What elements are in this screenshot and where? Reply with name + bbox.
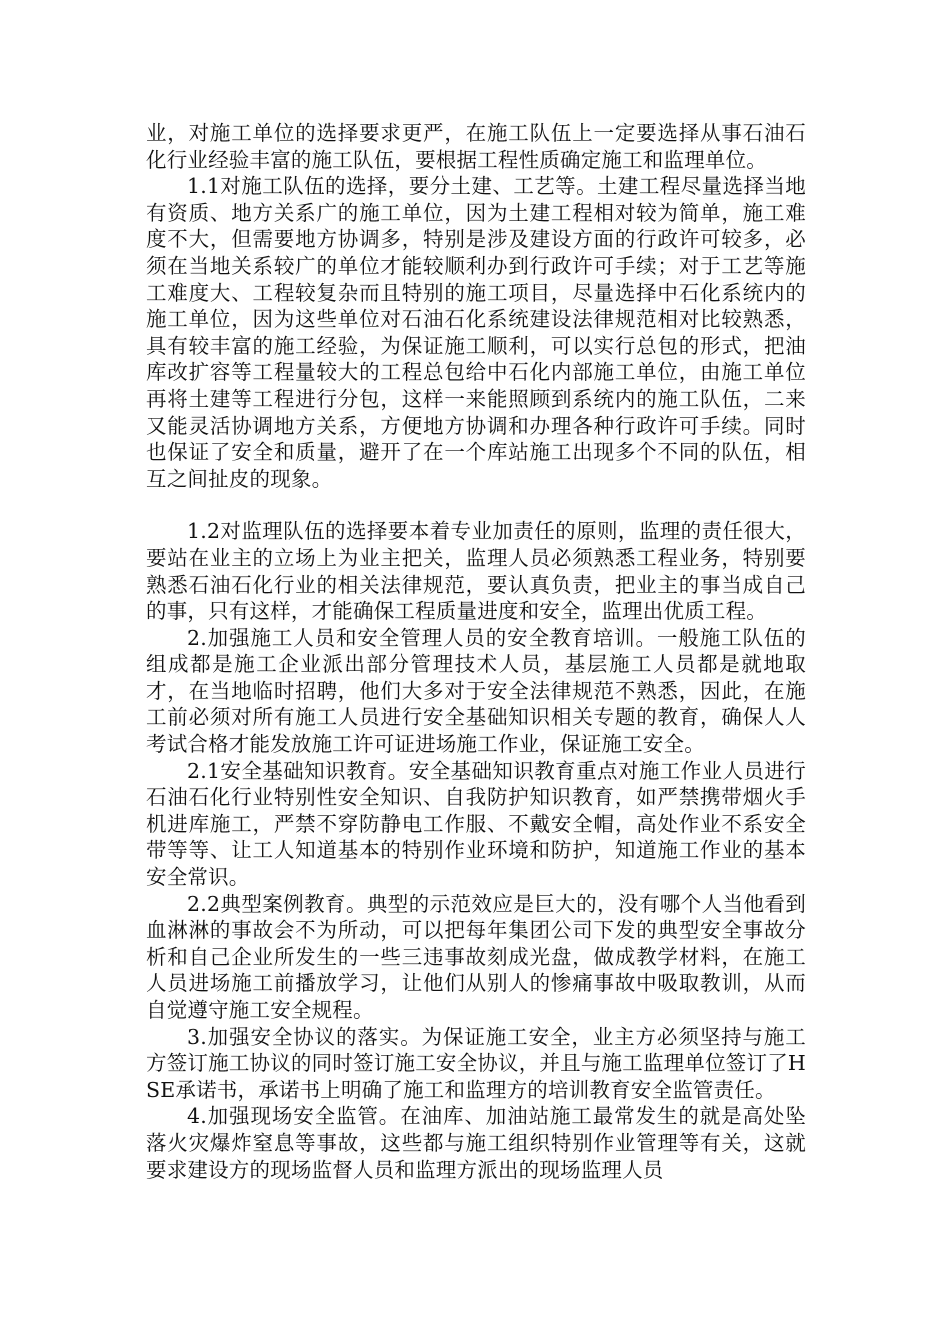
paragraph-continuation: 业，对施工单位的选择要求更严，在施工队伍上一定要选择从事石油石化行业经验丰富的施工队伍，要根据工程性质确定施工和监理单位。 bbox=[146, 121, 806, 172]
paragraph-1-2: 1.2对监理队伍的选择要本着专业加责任的原则，监理的责任很大，要站在业主的立场上为业主把关，监理人员必须熟悉工程业务，特别要熟悉石油石化行业的相关法律规范，要认真负责，把业主的事当成自己的事，只有这样，才能确保工程质量进度和安全，监理出优质工程。 bbox=[146, 519, 806, 624]
paragraph-4: 4.加强现场安全监管。在油库、加油站施工最常发生的就是高处坠落火灾爆炸窒息等事故，这些都与施工组织特别作业管理等有关，这就要求建设方的现场监督人员和监理方派出的现场监理人员 bbox=[146, 1104, 806, 1182]
paragraph-2-1: 2.1安全基础知识教育。安全基础知识教育重点对施工作业人员进行石油石化行业特别性安全知识、自我防护知识教育，如严禁携带烟火手机进库施工，严禁不穿防静电工作服、不戴安全帽，高处作业不系安全带等等、让工人知道基本的特别作业环境和防护，知道施工作业的基本安全常识。 bbox=[146, 758, 806, 890]
paragraph-3: 3.加强安全协议的落实。为保证施工安全，业主方必须坚持与施工方签订施工协议的同时签订施工安全协议，并且与施工监理单位签订了HSE承诺书，承诺书上明确了施工和监理方的培训教育安全监管责任。 bbox=[146, 1024, 806, 1102]
paragraph-spacer bbox=[146, 492, 806, 518]
body-text bbox=[146, 120, 806, 1183]
paragraph-2: 2.加强施工人员和安全管理人员的安全教育培训。一般施工队伍的组成都是施工企业派出部分管理技术人员，基层施工人员都是就地取才，在当地临时招聘，他们大多对于安全法律规范不熟悉，因此，在施工前必须对所有施工人员进行安全基础知识相关专题的教育，确保人人考试合格才能发放施工许可证进场施工作业，保证施工安全。 bbox=[146, 625, 806, 757]
paragraph-1-1: 1.1对施工队伍的选择，要分土建、工艺等。土建工程尽量选择当地有资质、地方关系广的施工单位，因为土建工程相对较为简单，施工难度不大，但需要地方协调多，特别是涉及建设方面的行政许可较多，必须在当地关系较广的单位才能较顺利办到行政许可手续；对于工艺等施工难度大、工程较复杂而且特别的施工项目，尽量选择中石化系统内的施工单位，因为这些单位对石油石化系统建设法律规范相对比较熟悉，具有较丰富的施工经验，为保证施工顺利，可以实行总包的形式，把油库改扩容等工程量较大的工程总包给中石化内部施工单位，由施工单位再将土建等工程进行分包，这样一来能照顾到系统内的施工队伍，二来又能灵活协调地方关系，方便地方协调和办理各种行政许可手续。同时也保证了安全和质量，避开了在一个库站施工出现多个不同的队伍，相互之间扯皮的现象。 bbox=[146, 174, 806, 491]
paragraph-2-2: 2.2典型案例教育。典型的示范效应是巨大的，没有哪个人当他看到血淋淋的事故会不为所动，可以把每年集团公司下发的典型安全事故分析和自己企业所发生的一些三违事故刻成光盘，做成教学材料，在施工人员进场施工前播放学习，让他们从别人的惨痛事故中吸取教训，从而自觉遵守施工安全规程。 bbox=[146, 891, 806, 1022]
